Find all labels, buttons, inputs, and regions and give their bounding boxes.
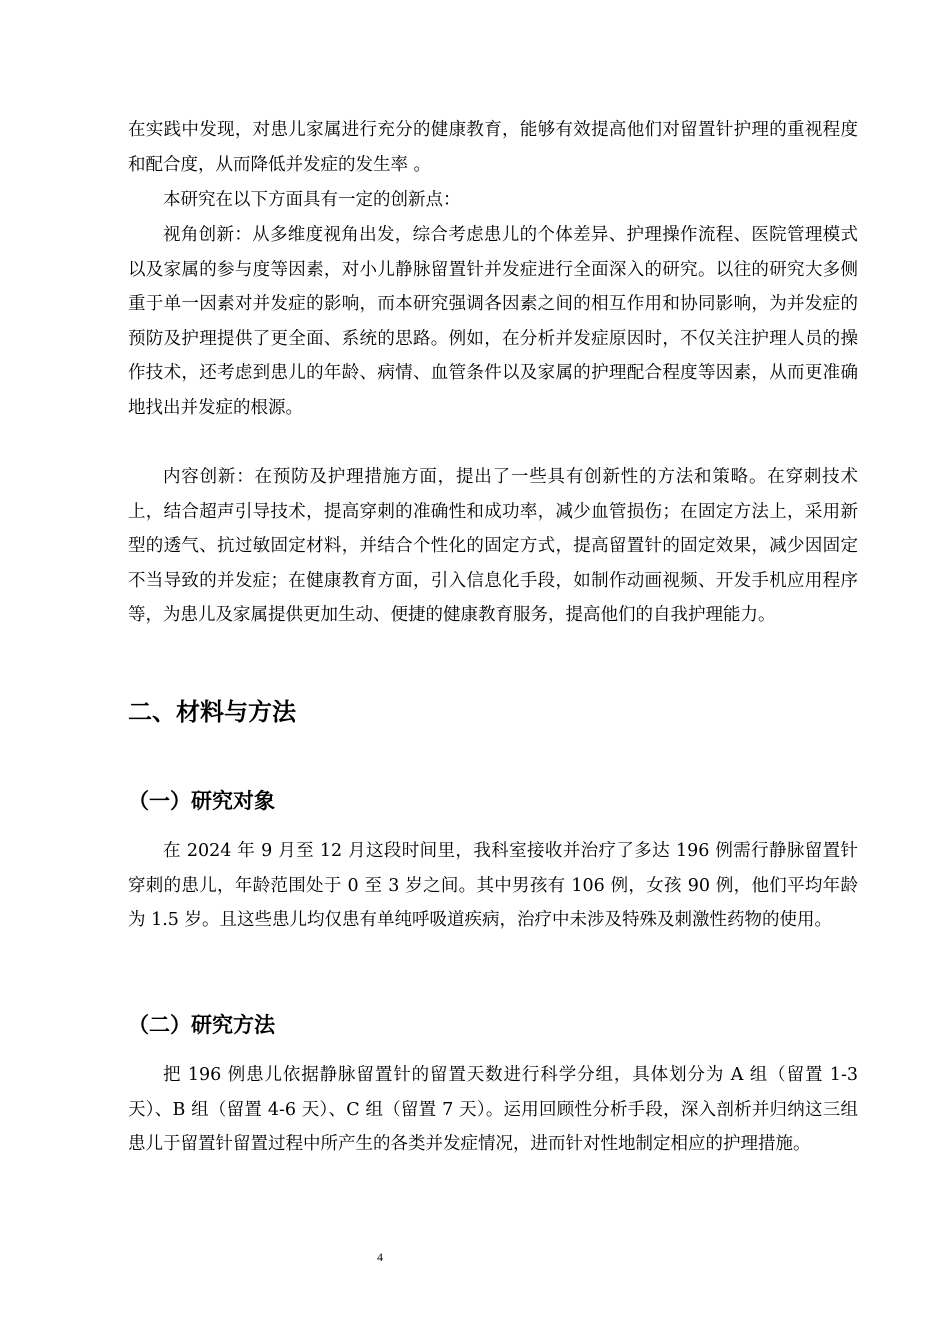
paragraph-health-education: 在实践中发现，对患儿家属进行充分的健康教育，能够有效提高他们对留置针护理的重视程度和配合度，从而降低并发症的发生率 。 [128, 120, 858, 175]
paragraph-research-methods: 把 196 例患儿依据静脉留置针的留置天数进行科学分组，具体划分为 A 组（留置 1-3 天）、B 组（留置 4-6 天）、C 组（留置 7 天）。运用回顾性分析手段，深入剖析并归纳这三组患儿于留置针留置过程中所产生的各类并发症情况，进而针对性地制定相应的护理措施。 [128, 1065, 858, 1155]
section-heading-materials-methods: 二、材料与方法 [128, 698, 296, 726]
paragraph-research-subjects: 在 2024 年 9 月至 12 月这段时间里，我科室接收并治疗了多达 196 例需行静脉留置针穿刺的患儿，年龄范围处于 0 至 3 岁之间。其中男孩有 106 例，女孩 90 例，他们平均年龄为 1.5 岁。且这些患儿均仅患有单纯呼吸道疾病，治疗中未涉及特殊及刺激性药物的使用。 [128, 841, 858, 931]
page-number: 4 [377, 1250, 383, 1264]
subsection-heading-research-subjects: （一）研究对象 [128, 789, 275, 813]
paragraph-perspective-innovation: 视角创新：从多维度视角出发，综合考虑患儿的个体差异、护理操作流程、医院管理模式以及家属的参与度等因素，对小儿静脉留置针并发症进行全面深入的研究。以往的研究大多侧重于单一因素对并发症的影响，而本研究强调各因素之间的相互作用和协同影响，为并发症的预防及护理提供了更全面、系统的思路。例如，在分析并发症原因时，不仅关注护理人员的操作技术，还考虑到患儿的年龄、病情、血管条件以及家属的护理配合程度等因素，从而更准确地找出并发症的根源。 [128, 225, 858, 418]
paragraph-content-innovation: 内容创新：在预防及护理措施方面，提出了一些具有创新性的方法和策略。在穿刺技术上，结合超声引导技术，提高穿刺的准确性和成功率，减少血管损伤；在固定方法上，采用新型的透气、抗过敏固定材料，并结合个性化的固定方式，提高留置针的固定效果，减少因固定不当导致的并发症；在健康教育方面，引入信息化手段，如制作动画视频、开发手机应用程序等，为患儿及家属提供更加生动、便捷的健康教育服务，提高他们的自我护理能力。 [128, 467, 858, 626]
paragraph-innovation-intro: 本研究在以下方面具有一定的创新点： [163, 190, 461, 210]
subsection-heading-research-methods: （二）研究方法 [128, 1013, 275, 1037]
